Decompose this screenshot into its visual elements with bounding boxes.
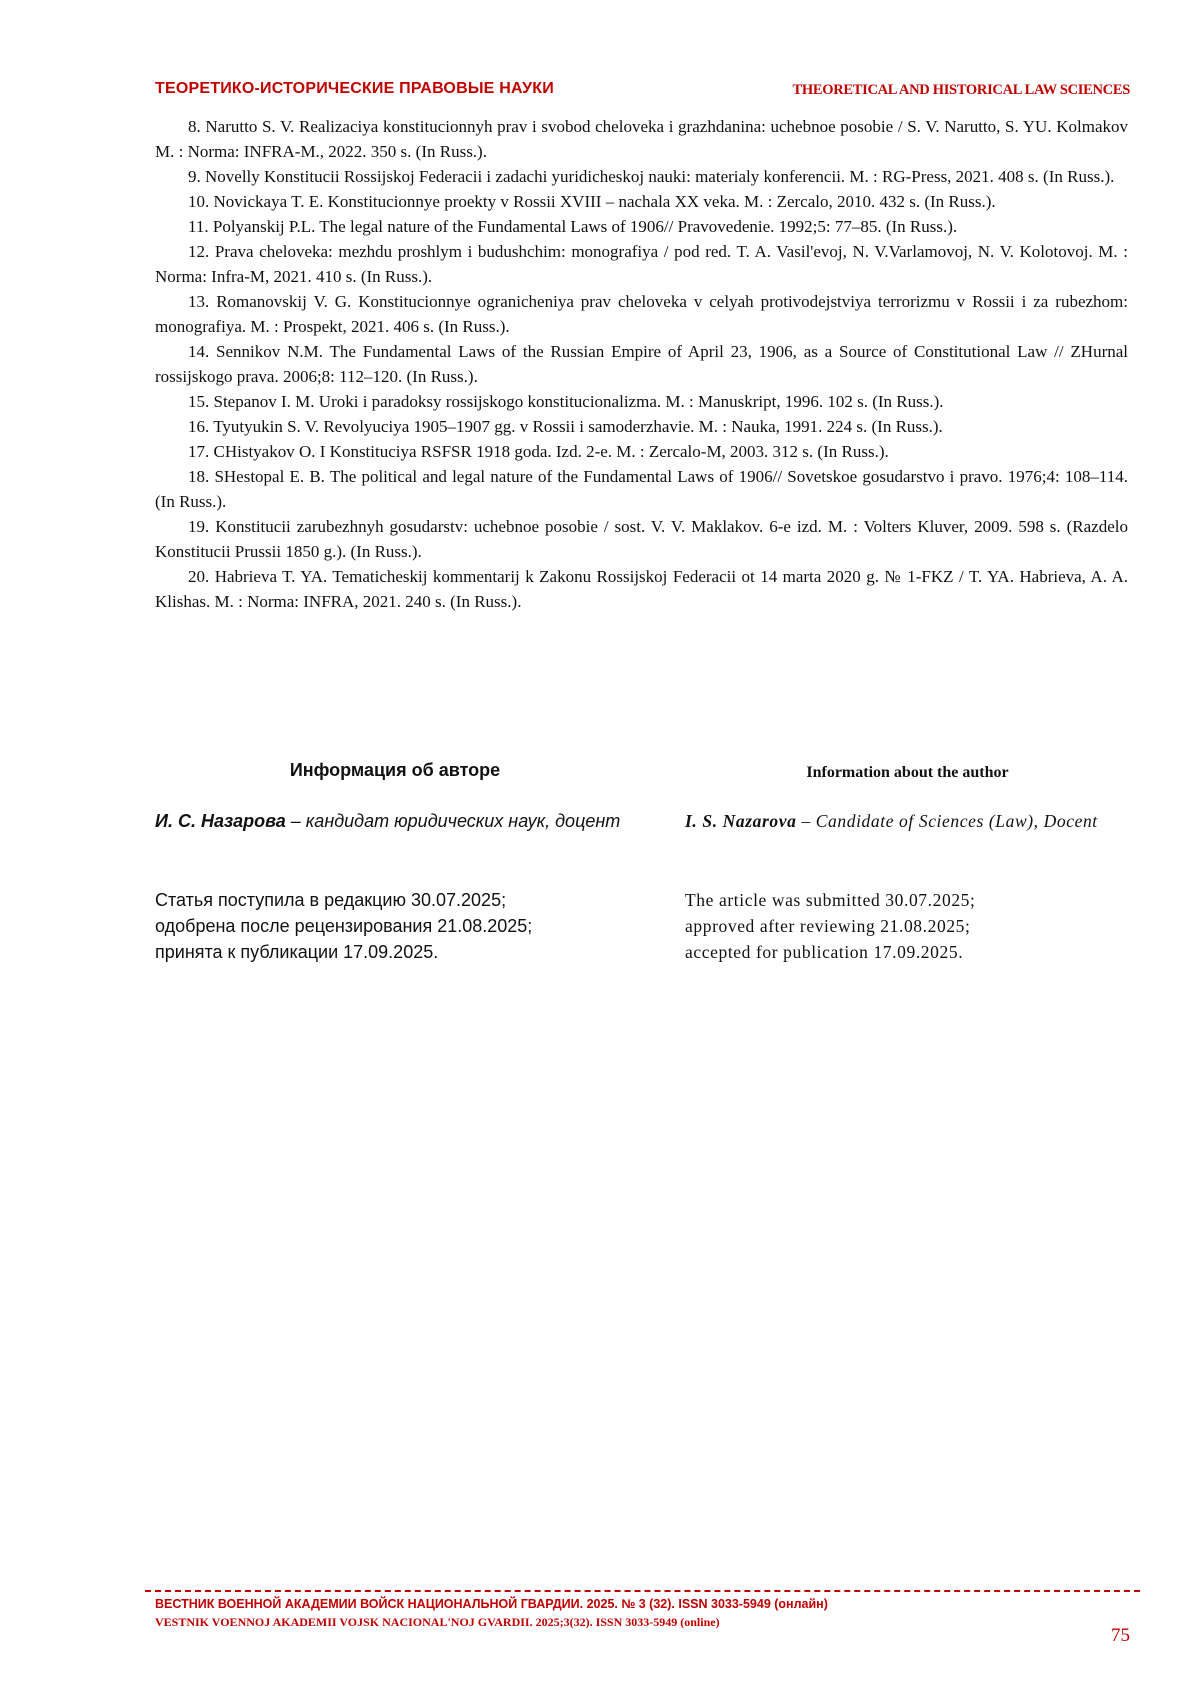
- author-name-en: I. S. Nazarova: [685, 811, 797, 831]
- reference-item: 19. Konstitucii zarubezhnyh gosudarstv: uchebnoe posobie / sost. V. V. Maklakov. 6-e izd. M. : Volters Kluver, 2009. 598 s. (Razdelo Konstitucii Prussii 1850 g.). (In Russ.).: [155, 517, 1128, 561]
- reference-item: 12. Prava cheloveka: mezhdu proshlym i budushchim: monografiya / pod red. T. A. Vasil'evoj, N. V.Varlamovoj, N. V. Kolotovoj. M. : Norma: Infra-M, 2021. 410 s. (In Russ.).: [155, 242, 1128, 286]
- author-info-heading-ru: Информация об авторе: [289, 760, 501, 780]
- reference-item: 13. Romanovskij V. G. Konstitucionnye ogranicheniya prav cheloveka v celyah protivodejstviya terrorizmu v Rossii i za rubezhom: monografiya. M. : Prospekt, 2021. 406 s. (In Russ.).: [155, 292, 1128, 336]
- running-header-ru: ТЕОРЕТИКО-ИСТОРИЧЕСКИЕ ПРАВОВЫЕ НАУКИ: [155, 80, 554, 97]
- author-name-ru: И. С. Назарова: [155, 811, 286, 831]
- reference-item: 16. Tyutyukin S. V. Revolyuciya 1905–1907 gg. v Rossii i samoderzhavie. M. : Nauka, 1991. 224 s. (In Russ.).: [188, 417, 943, 436]
- footer-journal-ru: ВЕСТНИК ВОЕННОЙ АКАДЕМИИ ВОЙСК НАЦИОНАЛЬНОЙ ГВАРДИИ. 2025. № 3 (32). ISSN 3033-5949 (онлайн): [155, 1597, 828, 1611]
- page-number: 75: [1111, 1625, 1130, 1646]
- reviewed-date-en: approved after reviewing 21.08.2025;: [685, 916, 971, 936]
- article-dates-en: [685, 887, 1130, 965]
- reviewed-date-ru: одобрена после рецензирования 21.08.2025;: [155, 916, 533, 936]
- reference-item: 14. Sennikov N.M. The Fundamental Laws of the Russian Empire of April 23, 1906, as a Source of Constitutional Law // ZHurnal rossijskogo prava. 2006;8: 112–120. (In Russ.).: [155, 342, 1128, 386]
- reference-item: 8. Narutto S. V. Realizaciya konstitucionnyh prav i svobod cheloveka i grazhdanina: uchebnoe posobie / S. V. Narutto, S. YU. Kolmakov M. : Norma: INFRA-M., 2022. 350 s. (In Russ.).: [155, 117, 1128, 161]
- reference-item: 20. Habrieva T. YA. Tematicheskij kommentarij k Zakonu Rossijskoj Federacii ot 14 marta 2020 g. № 1-FKZ / T. YA. Habrieva, A. A. Klishas. M. : Norma: INFRA, 2021. 240 s. (In Russ.).: [155, 567, 1128, 611]
- reference-item: 15. Stepanov I. M. Uroki i paradoksy rossijskogo konstitucionalizma. M. : Manuskript, 1996. 102 s. (In Russ.).: [188, 392, 944, 411]
- reference-item: 10. Novickaya T. E. Konstitucionnye proekty v Rossii XVIII – nachala XX veka. M. : Zercalo, 2010. 432 s. (In Russ.).: [188, 192, 996, 211]
- author-details-ru: [155, 808, 645, 834]
- submitted-date-en: The article was submitted 30.07.2025;: [685, 890, 976, 910]
- reference-item: 11. Polyanskij P.L. The legal nature of the Fundamental Laws of 1906// Pravovedenie. 1992;5: 77–85. (In Russ.).: [188, 217, 958, 236]
- article-dates-ru: [155, 887, 645, 965]
- reference-list: [155, 114, 1128, 614]
- running-header-en: THEORETICAL AND HISTORICAL LAW SCIENCES: [792, 82, 1130, 98]
- author-description-en: – Candidate of Sciences (Law), Docent: [796, 811, 1098, 831]
- reference-item: 17. CHistyakov O. I Konstituciya RSFSR 1918 goda. Izd. 2-e. M. : Zercalo-M, 2003. 312 s. (In Russ.).: [188, 442, 889, 461]
- author-info-heading-en: Information about the author: [806, 764, 1009, 781]
- accepted-date-en: accepted for publication 17.09.2025.: [685, 942, 964, 962]
- reference-item: 18. SHestopal E. B. The political and legal nature of the Fundamental Laws of 1906// Sovetskoe gosudarstvo i pravo. 1976;4: 108–114. (In Russ.).: [155, 467, 1128, 511]
- submitted-date-ru: Статья поступила в редакцию 30.07.2025;: [155, 890, 507, 910]
- author-description-ru: – кандидат юридических наук, доцент: [285, 811, 621, 831]
- footer-journal-en: VESTNIK VOENNOJ AKADEMII VOJSK NACIONAL'NOJ GVARDII. 2025;3(32). ISSN 3033-5949 (online): [155, 1615, 720, 1629]
- reference-item: 9. Novelly Konstitucii Rossijskoj Federacii i zadachi yuridicheskoj nauki: materialy konferencii. M. : RG-Press, 2021. 408 s. (In Russ.).: [188, 167, 1115, 186]
- footer-divider: [145, 1590, 1140, 1592]
- author-details-en: [685, 808, 1130, 834]
- accepted-date-ru: принята к публикации 17.09.2025.: [155, 942, 439, 962]
